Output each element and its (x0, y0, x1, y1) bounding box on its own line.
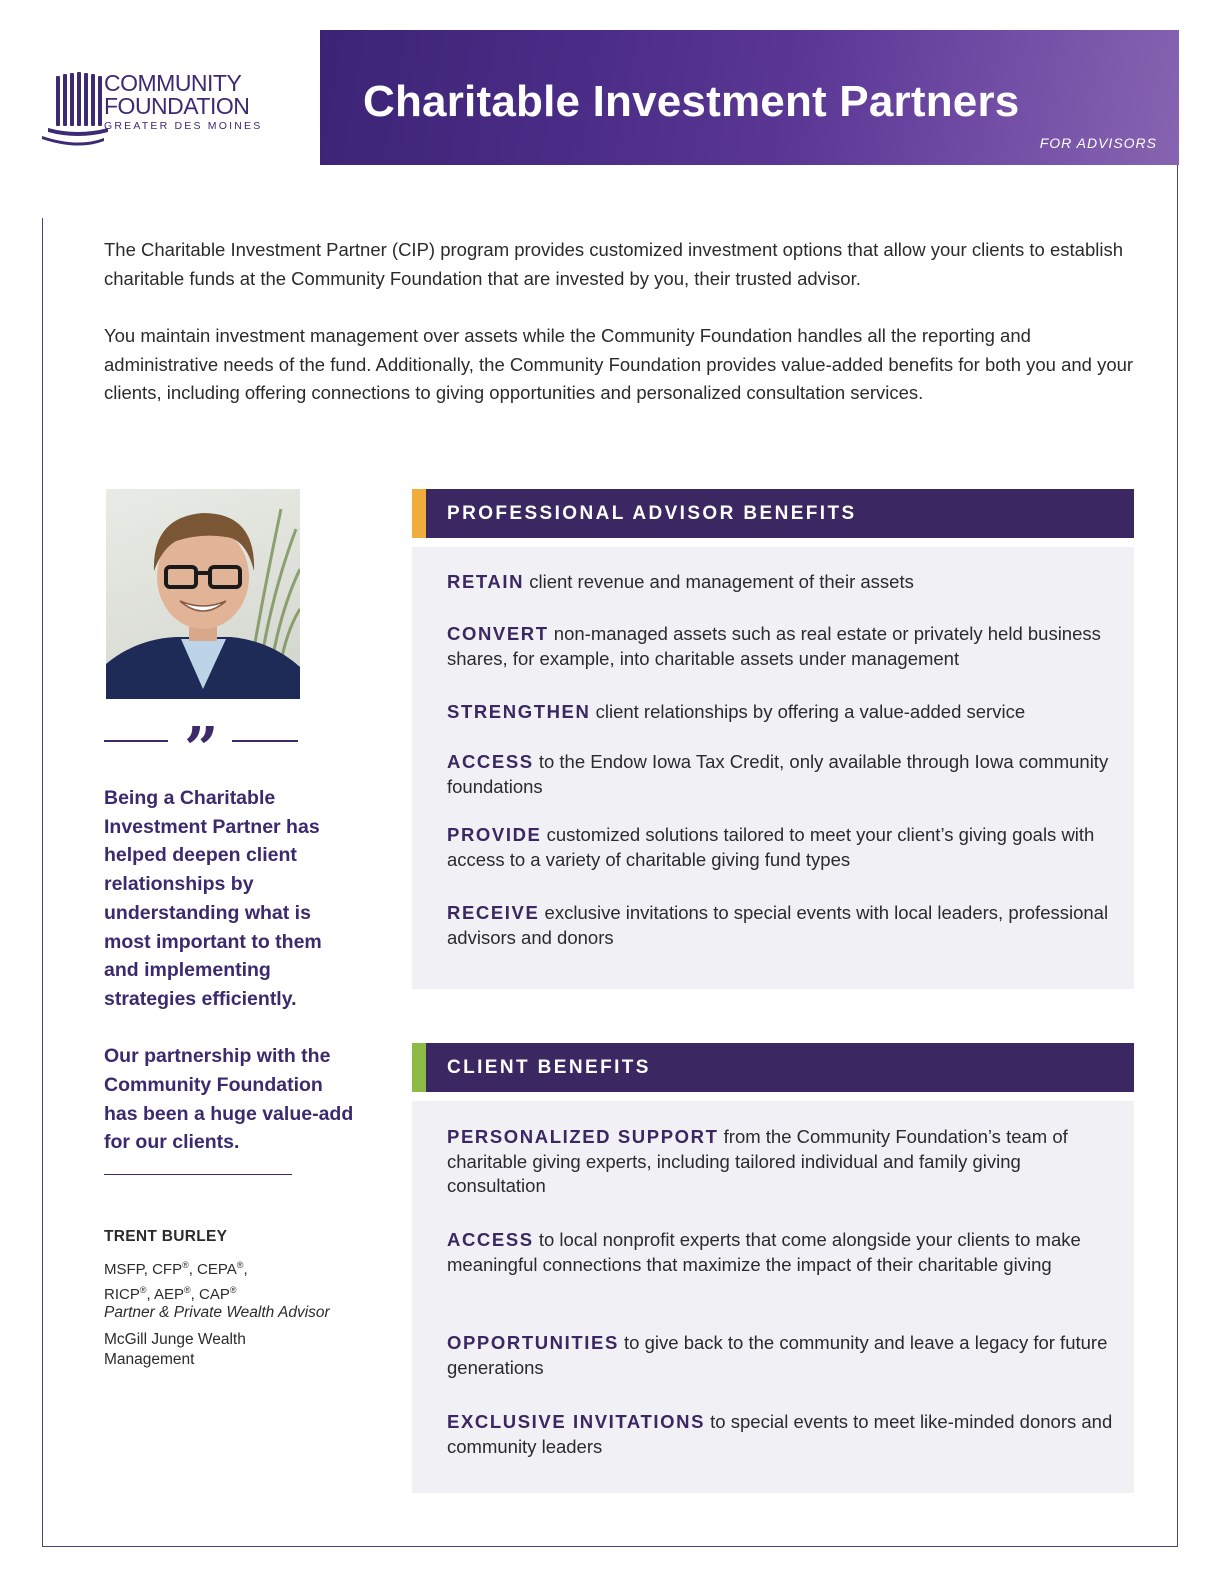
advisor-firm: McGill Junge Wealth Management (104, 1331, 246, 1368)
benefit-text: to the Endow Iowa Tax Credit, only available through Iowa community foundations (447, 751, 1109, 797)
benefit-text: exclusive invitations to special events with local leaders, professional advisors and donors (447, 902, 1109, 948)
registered-mark: ® (184, 1285, 191, 1295)
benefit-keyword: ACCESS (447, 1229, 534, 1250)
benefit-keyword: RECEIVE (447, 902, 540, 923)
benefit-keyword: CONVERT (447, 623, 549, 644)
benefit-text: client revenue and management of their assets (524, 571, 914, 592)
advisor-name: TRENT BURLEY (104, 1228, 228, 1245)
quote-mark-icon: ” (184, 715, 219, 785)
advisor-benefits-header (412, 489, 1134, 538)
benefit-keyword: PROVIDE (447, 824, 542, 845)
quote-paragraph-2: Our partnership with the Community Foundation has been a huge value-add for our clients. (104, 1045, 354, 1154)
benefit-keyword: EXCLUSIVE INVITATIONS (447, 1411, 706, 1432)
client-benefit-item (447, 1410, 1117, 1459)
testimonial-quote (104, 784, 359, 1157)
benefit-text: client relationships by offering a value-added service (590, 701, 1026, 722)
benefit-keyword: RETAIN (447, 571, 525, 592)
benefit-text: non-managed assets such as real estate or privately held business shares, for example, into charitable assets under management (447, 623, 1101, 669)
intro-text (104, 236, 1144, 408)
registered-mark: ® (229, 1285, 237, 1295)
logo-line-location: GREATER DES MOINES (104, 120, 263, 132)
registered-mark: ® (182, 1260, 189, 1270)
credential-text: , CAP (190, 1286, 230, 1303)
registered-mark: ® (236, 1260, 244, 1270)
client-benefit-item (447, 1331, 1117, 1380)
advisor-title: Partner & Private Wealth Advisor (104, 1304, 330, 1321)
benefit-text: to local nonprofit experts that come alongside your clients to make meaningful connections that maximize the impact of their charitable giving (447, 1229, 1081, 1275)
intro-paragraph-2: You maintain investment management over assets while the Community Foundation handles all the reporting and administrative needs of the fund. Additionally, the Community Foundation provides value-added benefits for both you and your clients, including offering connections to giving opportunities and personalized consultation services. (104, 325, 1134, 403)
advisor-benefits-accent (412, 489, 426, 538)
client-benefit-item (447, 1228, 1117, 1277)
advisor-benefit-item (447, 570, 1117, 595)
intro-paragraph-1: The Charitable Investment Partner (CIP) program provides customized investment options that allow your clients to establish charitable funds at the Community Foundation that are invested by you, their trusted advisor. (104, 239, 1123, 289)
advisor-benefit-item (447, 901, 1117, 950)
benefit-text: from the Community Foundation’s team of charitable giving experts, including tailored individual and family giving consultation (447, 1126, 1068, 1196)
logo-line-foundation: FOUNDATION (104, 93, 250, 119)
registered-mark: ® (139, 1285, 147, 1295)
credential-text: , AEP (146, 1286, 185, 1303)
logo-line-community: COMMUNITY (104, 70, 242, 96)
advisor-credentials: MSFP, CFP®, CEPA®, RICP®, AEP®, CAP® (104, 1260, 248, 1303)
quote-rule-right (232, 740, 298, 742)
advisor-benefit-item (447, 622, 1117, 671)
header-banner (320, 30, 1179, 165)
credential-text: RICP (104, 1286, 140, 1303)
client-benefits-title: CLIENT BENEFITS (447, 1057, 651, 1078)
client-benefits-accent (412, 1043, 426, 1092)
benefit-keyword: ACCESS (447, 751, 534, 772)
advisor-benefits-panel (412, 547, 1134, 989)
benefit-text: to special events to meet like-minded donors and community leaders (447, 1411, 1113, 1457)
credential-text: , CEPA (188, 1261, 237, 1278)
benefit-keyword: PERSONALIZED SUPPORT (447, 1126, 719, 1147)
audience-label: FOR ADVISORS (1039, 135, 1157, 151)
quote-rule-left (104, 740, 168, 742)
credential-text: MSFP, CFP (104, 1261, 183, 1278)
benefit-text: customized solutions tailored to meet your client’s giving goals with access to a variety of charitable giving fund types (447, 824, 1095, 870)
portrait-illustration (106, 489, 300, 699)
client-benefits-header (412, 1043, 1134, 1092)
advisor-benefit-item (447, 823, 1117, 872)
advisor-benefit-item (447, 700, 1117, 725)
logo-wordmark (104, 72, 262, 132)
page-title: Charitable Investment Partners (363, 77, 1020, 126)
client-benefits-panel (412, 1101, 1134, 1493)
benefit-keyword: OPPORTUNITIES (447, 1332, 619, 1353)
attribution-divider (104, 1174, 292, 1175)
client-benefit-item (447, 1125, 1117, 1199)
advisor-benefit-item (447, 750, 1117, 799)
quote-paragraph-1: Being a Charitable Investment Partner has helped deepen client relationships by understanding what is most important to them and implementing strategies efficiently. (104, 787, 322, 1010)
benefit-keyword: STRENGTHEN (447, 701, 591, 722)
benefit-text: to give back to the community and leave a legacy for future generations (447, 1332, 1108, 1378)
advisor-benefits-title: PROFESSIONAL ADVISOR BENEFITS (447, 503, 857, 524)
advisor-photo (106, 489, 300, 699)
